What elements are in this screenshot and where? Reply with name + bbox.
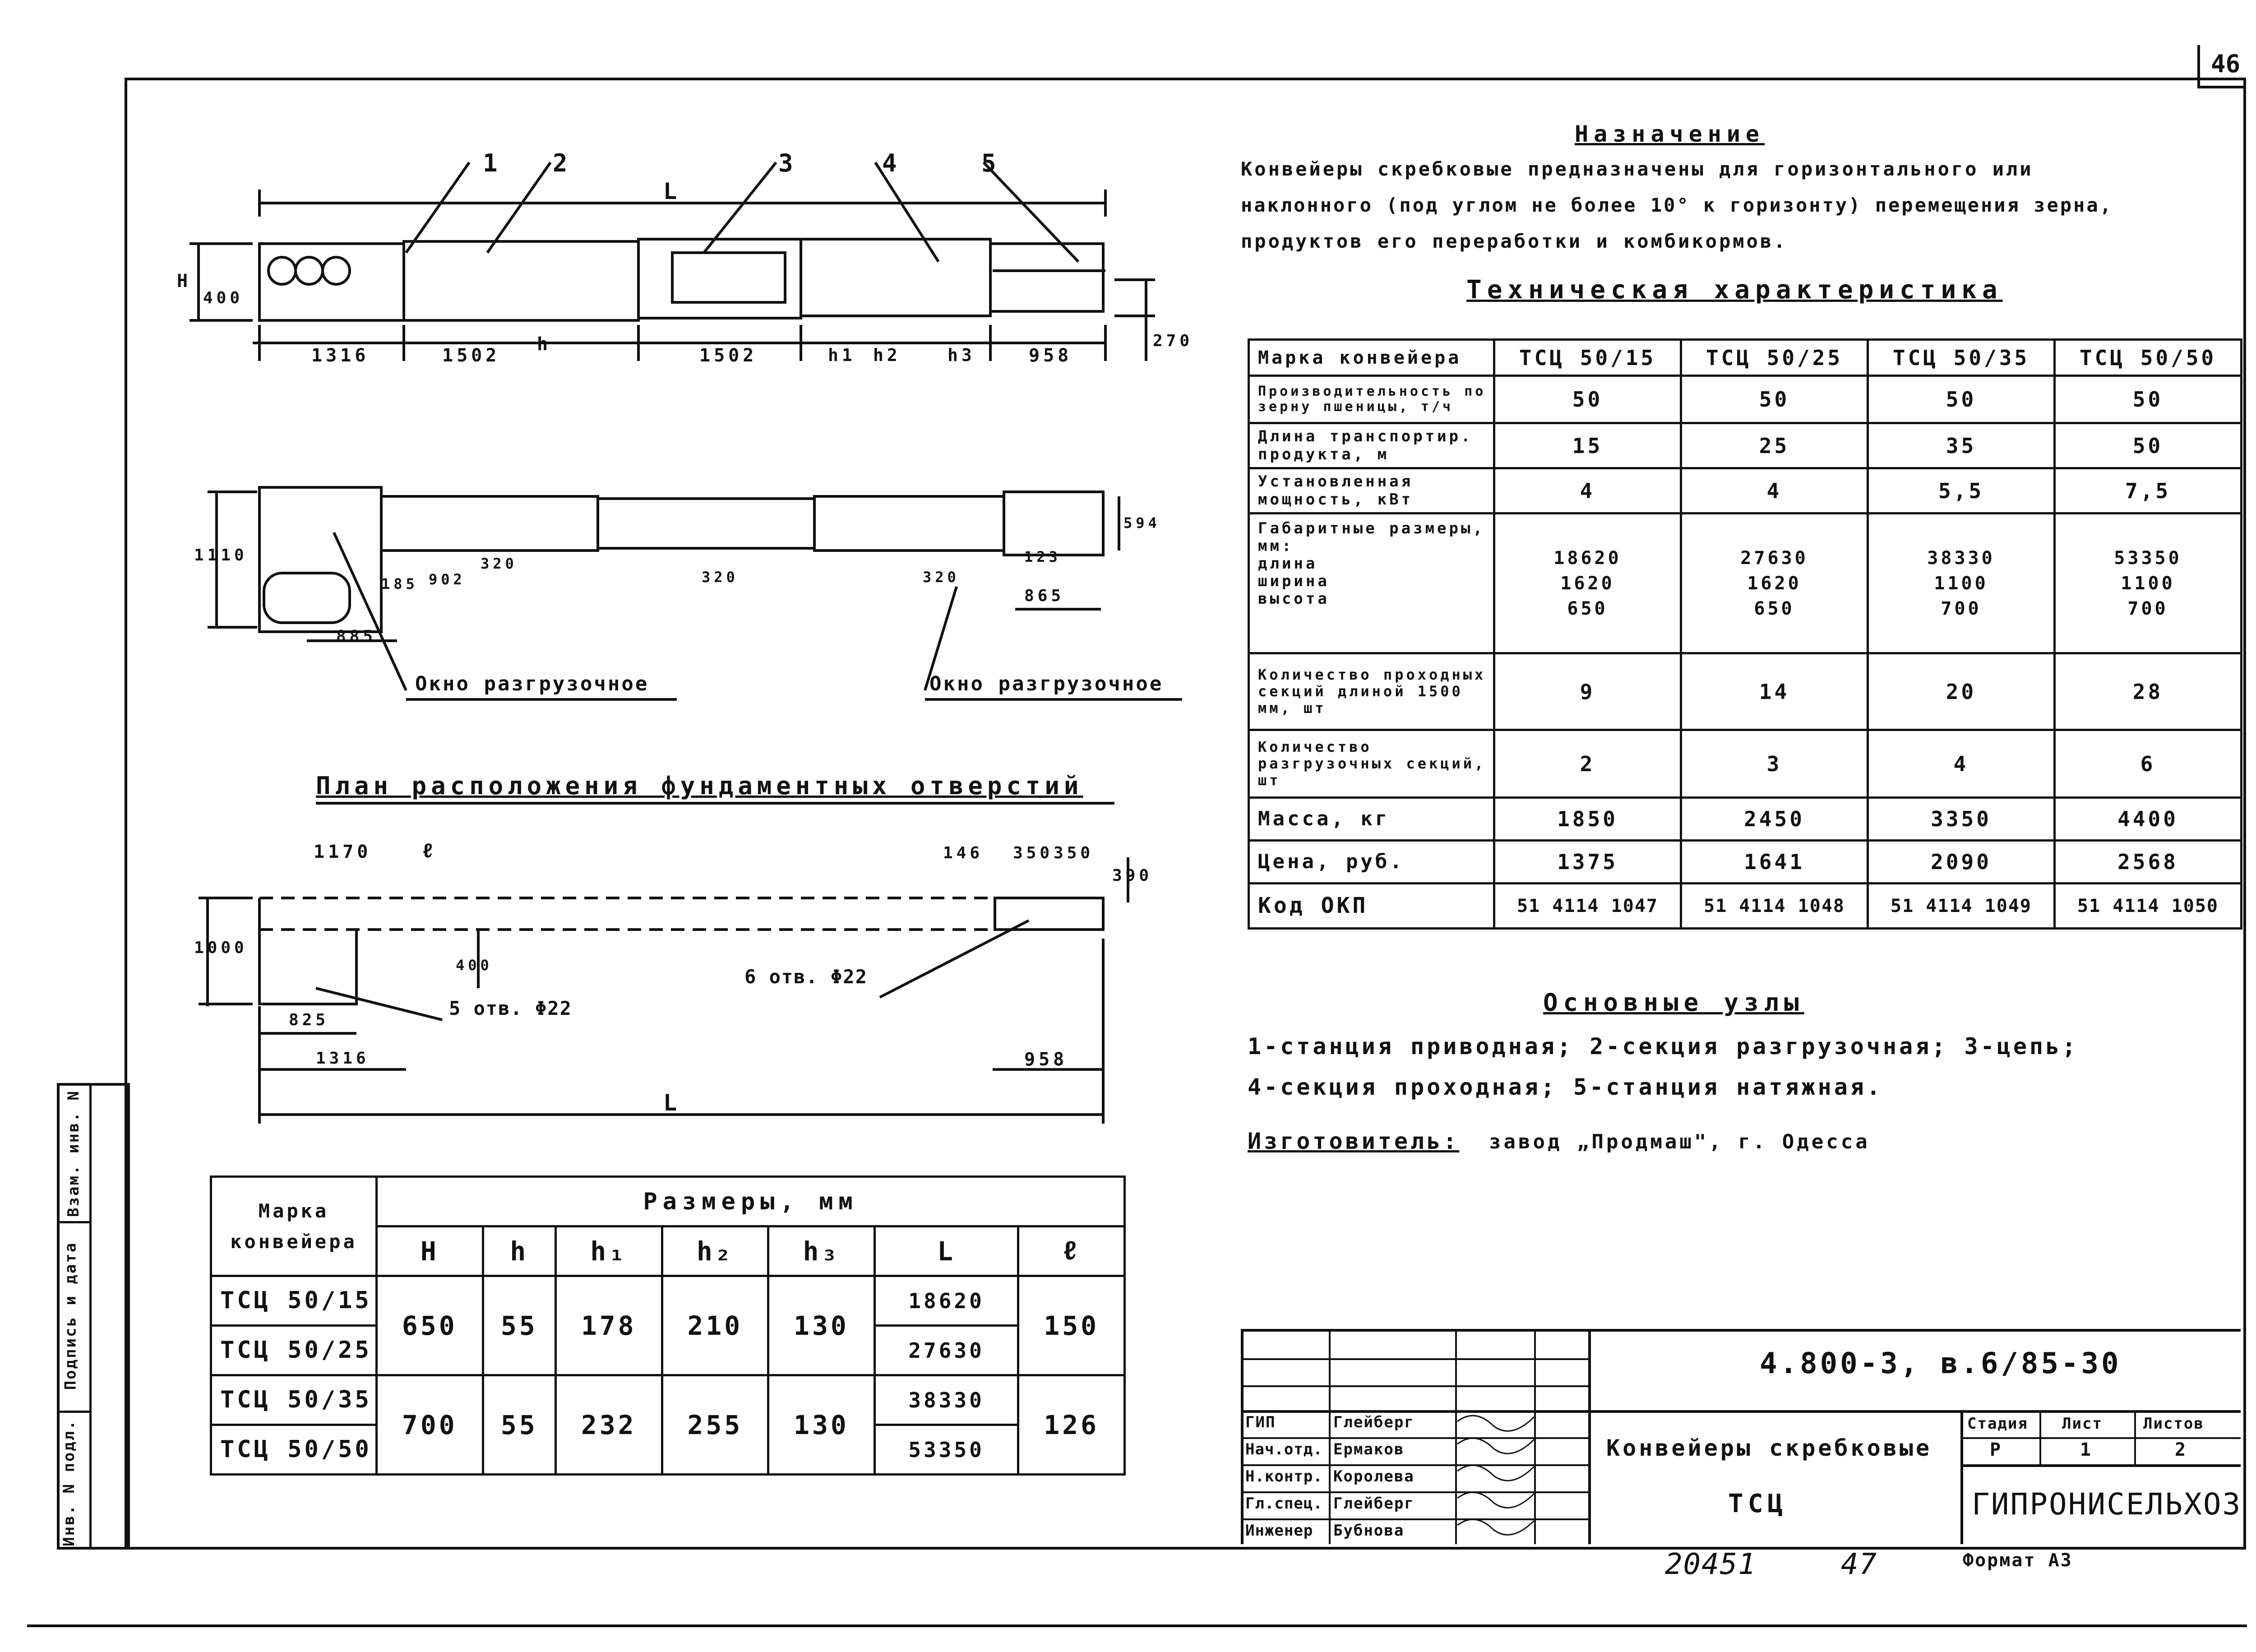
doc-code: 4.800-3, в.6/85-30 xyxy=(1760,1347,2122,1380)
spec-cell: 53350 1100 700 xyxy=(2055,514,2242,653)
dims-cell: 650 xyxy=(377,1276,483,1375)
spec-label: Установленная мощность, кВт xyxy=(1249,468,1494,514)
dims-cell: 18620 xyxy=(874,1276,1018,1326)
dims-cell: 55 xyxy=(483,1375,555,1475)
purpose-heading: Назначение xyxy=(1575,121,1765,147)
sheet-value: 1 xyxy=(2080,1439,2095,1460)
sheets-label: Листов xyxy=(2143,1415,2204,1433)
f-dim-l: ℓ xyxy=(422,839,438,862)
dim-320a: 320 xyxy=(481,555,518,572)
spec-cell: 7,5 xyxy=(2055,468,2242,514)
spec-label: Производительность по зерну пшеницы, т/ч xyxy=(1249,376,1494,423)
name-2: Ермаков xyxy=(1333,1440,1405,1458)
dims-sym-h: h xyxy=(483,1226,555,1276)
callout-4: 4 xyxy=(882,149,901,177)
spec-cell: 1850 xyxy=(1494,798,1681,841)
dims-cell: 55 xyxy=(483,1276,555,1375)
f-dim-350a: 350 xyxy=(1013,844,1054,862)
spec-row xyxy=(1249,423,2242,468)
dims-cell: 53350 xyxy=(874,1425,1018,1475)
callout-5: 5 xyxy=(981,149,1000,177)
manufacturer-label: Изготовитель: xyxy=(1248,1128,1460,1154)
name-3: Королева xyxy=(1333,1467,1415,1485)
table-row xyxy=(211,1276,1125,1326)
spec-label: Цена, руб. xyxy=(1249,841,1494,884)
spec-cell: 4 xyxy=(1494,468,1681,514)
bottom-number-left: 20451 xyxy=(1665,1548,1757,1581)
spec-cell: 6 xyxy=(2055,730,2242,798)
dim-123: 123 xyxy=(1024,548,1061,565)
spec-label: Длина транспортир. продукта, м xyxy=(1249,423,1494,468)
page-number: 46 xyxy=(2211,50,2241,78)
dim-865: 865 xyxy=(1024,587,1065,605)
stamp-vzam: Взам. инв. N xyxy=(64,1090,83,1217)
spec-cell: 4 xyxy=(1681,468,1868,514)
spec-cell: 51 4114 1050 xyxy=(2055,884,2242,929)
stamp-inv-podl: Инв. N подл. xyxy=(60,1419,78,1546)
dim-320b: 320 xyxy=(702,569,739,586)
spec-cell: 51 4114 1049 xyxy=(1868,884,2055,929)
name-5: Бубнова xyxy=(1333,1522,1405,1540)
dim-1502a: 1502 xyxy=(442,345,500,366)
dims-head-group: Размеры, мм xyxy=(377,1177,1125,1226)
spec-cell: 50 xyxy=(1868,376,2055,423)
spec-cell: 50 xyxy=(1681,376,1868,423)
dims-cell: 38330 xyxy=(874,1375,1018,1425)
spec-row xyxy=(1249,468,2242,514)
dim-320c: 320 xyxy=(923,569,960,586)
spec-dims-width: ширина xyxy=(1258,572,1330,591)
role-1: ГИП xyxy=(1245,1413,1276,1431)
dims-head-model: Марка конвейера xyxy=(211,1177,377,1276)
spec-cell: 4400 xyxy=(2055,798,2242,841)
spec-row xyxy=(1249,653,2242,730)
main-units-line-1: 1-станция приводная; 2-секция разгрузочная; 3-цепь; xyxy=(1248,1033,2079,1060)
f-dim-L: L xyxy=(663,1090,681,1116)
dim-h3: h3 xyxy=(948,345,975,365)
f-dim-1316: 1316 xyxy=(316,1049,370,1068)
holes-right-label: 6 отв. Φ22 xyxy=(744,966,868,988)
spec-cell: 14 xyxy=(1681,653,1868,730)
dim-400: 400 xyxy=(203,289,244,307)
dim-h: h xyxy=(537,334,552,355)
spec-label: Код ОКП xyxy=(1249,884,1494,929)
spec-cell: 9 xyxy=(1494,653,1681,730)
stamp-podpis: Подпись и дата xyxy=(61,1241,80,1390)
tech-spec-heading: Техническая характеристика xyxy=(1466,275,2003,305)
f-dim-146: 146 xyxy=(943,844,984,862)
spec-label-dims xyxy=(1249,514,1494,653)
dims-model: ТСЦ 50/25 xyxy=(211,1326,377,1375)
purpose-line-1: Конвейеры скребковые предназначены для горизонтального или xyxy=(1241,158,2034,180)
spec-cell: 28 xyxy=(2055,653,2242,730)
spec-label: Масса, кг xyxy=(1249,798,1494,841)
dims-sym-h3: h₃ xyxy=(768,1226,875,1276)
spec-row xyxy=(1249,884,2242,929)
dim-185: 185 xyxy=(381,575,418,592)
stage-value: Р xyxy=(1990,1439,2005,1460)
spec-dims-length: длина xyxy=(1258,555,1318,573)
spec-row xyxy=(1249,798,2242,841)
role-4: Гл.спец. xyxy=(1245,1495,1323,1513)
dim-h2: h2 xyxy=(873,345,901,365)
dim-h1: h1 xyxy=(828,345,856,365)
spec-cell: 20 xyxy=(1868,653,2055,730)
spec-cell: 51 4114 1047 xyxy=(1494,884,1681,929)
spec-cell: 3350 xyxy=(1868,798,2055,841)
spec-cell: 3 xyxy=(1681,730,1868,798)
spec-cell: 1375 xyxy=(1494,841,1681,884)
spec-cell: 27630 1620 650 xyxy=(1681,514,1868,653)
spec-row xyxy=(1249,514,2242,653)
foundation-heading: План расположения фундаментных отверстий xyxy=(316,772,1083,800)
f-dim-390: 390 xyxy=(1112,866,1153,885)
spec-cell: 15 xyxy=(1494,423,1681,468)
name-4: Глейберг xyxy=(1333,1495,1415,1513)
dims-cell: 27630 xyxy=(874,1326,1018,1375)
purpose-line-3: продуктов его переработки и комбикормов. xyxy=(1241,230,1788,252)
spec-cell: 25 xyxy=(1681,423,1868,468)
main-units-heading: Основные узлы xyxy=(1543,988,1804,1017)
spec-cell: 35 xyxy=(1868,423,2055,468)
dim-270: 270 xyxy=(1153,332,1193,350)
role-5: Инженер xyxy=(1245,1522,1313,1540)
dim-958: 958 xyxy=(1029,345,1073,366)
spec-cell: 50 xyxy=(2055,423,2242,468)
dim-885: 885 xyxy=(336,627,377,646)
dim-902: 902 xyxy=(429,571,466,588)
stage-label: Стадия xyxy=(1967,1415,2028,1433)
purpose-line-2: наклонного (под углом не более 10° к горизонту) перемещения зерна, xyxy=(1241,194,2113,216)
spec-cell: 18620 1620 650 xyxy=(1494,514,1681,653)
spec-dims-head: Габаритные размеры, мм: xyxy=(1258,519,1485,555)
f-dim-400: 400 xyxy=(456,957,493,974)
dims-cell: 126 xyxy=(1018,1375,1125,1475)
spec-head-2: ТСЦ 50/25 xyxy=(1681,340,1868,376)
signatures xyxy=(1457,1416,1534,1535)
dims-model: ТСЦ 50/50 xyxy=(211,1425,377,1475)
spec-dims-height: высота xyxy=(1258,590,1330,608)
dims-cell: 255 xyxy=(662,1375,768,1475)
doc-title: Конвейеры скребковые xyxy=(1606,1435,1932,1461)
format-label: Формат А3 xyxy=(1963,1550,2073,1571)
sheet-label: Лист xyxy=(2062,1415,2103,1433)
spec-cell: 2 xyxy=(1494,730,1681,798)
spec-head-1: ТСЦ 50/15 xyxy=(1494,340,1681,376)
main-units-line-2: 4-секция проходная; 5-станция натяжная. xyxy=(1248,1074,1883,1100)
callout-2: 2 xyxy=(553,149,571,177)
dims-sym-h2: h₂ xyxy=(662,1226,768,1276)
callout-3: 3 xyxy=(778,149,797,177)
bottom-number-right: 47 xyxy=(1841,1548,1878,1581)
spec-head-4: ТСЦ 50/50 xyxy=(2055,340,2242,376)
spec-row xyxy=(1249,841,2242,884)
dims-model: ТСЦ 50/35 xyxy=(211,1375,377,1425)
doc-subtitle: ТСЦ xyxy=(1728,1489,1788,1518)
spec-head-3: ТСЦ 50/35 xyxy=(1868,340,2055,376)
dims-cell: 130 xyxy=(768,1375,875,1475)
spec-row xyxy=(1249,730,2242,798)
spec-cell: 2568 xyxy=(2055,841,2242,884)
dims-cell: 130 xyxy=(768,1276,875,1375)
spec-cell: 5,5 xyxy=(1868,468,2055,514)
spec-cell: 4 xyxy=(1868,730,2055,798)
dims-sym-L: L xyxy=(874,1226,1018,1276)
sheets-value: 2 xyxy=(2175,1439,2190,1460)
f-dim-350b: 350 xyxy=(1054,844,1094,862)
dims-cell: 178 xyxy=(555,1276,662,1375)
window-left-label: Окно разгрузочное xyxy=(415,672,649,695)
table-row xyxy=(211,1375,1125,1425)
dimensions-table xyxy=(210,1175,1126,1476)
f-dim-825: 825 xyxy=(289,1011,329,1029)
spec-cell: 2450 xyxy=(1681,798,1868,841)
spec-cell: 2090 xyxy=(1868,841,2055,884)
dim-594: 594 xyxy=(1123,514,1160,532)
dims-cell: 150 xyxy=(1018,1276,1125,1375)
spec-cell: 50 xyxy=(2055,376,2242,423)
f-dim-1170: 1170 xyxy=(314,842,372,862)
f-dim-1000: 1000 xyxy=(194,939,248,957)
dims-cell: 232 xyxy=(555,1375,662,1475)
role-3: Н.контр. xyxy=(1245,1467,1323,1485)
org-name: ГИПРОНИСЕЛЬХОЗ xyxy=(1972,1487,2242,1522)
dim-1110: 1110 xyxy=(194,546,248,565)
spec-label: Количество проходных секций длиной 1500 мм, шт xyxy=(1249,653,1494,730)
dim-1502b: 1502 xyxy=(699,345,758,366)
f-dim-958: 958 xyxy=(1024,1049,1068,1070)
spec-cell: 1641 xyxy=(1681,841,1868,884)
dim-H: H xyxy=(177,271,192,292)
dim-1316: 1316 xyxy=(311,345,370,366)
role-2: Нач.отд. xyxy=(1245,1440,1323,1458)
dims-sym-h1: h₁ xyxy=(555,1226,662,1276)
spec-cell: 38330 1100 700 xyxy=(1868,514,2055,653)
dims-sym-H: H xyxy=(377,1226,483,1276)
tech-spec-table xyxy=(1248,338,2242,930)
spec-head-model: Марка конвейера xyxy=(1249,340,1494,376)
dim-L: L xyxy=(663,178,681,204)
spec-label: Количество разгрузочных секций, шт xyxy=(1249,730,1494,798)
holes-left-label: 5 отв. Φ22 xyxy=(449,997,572,1019)
dims-cell: 210 xyxy=(662,1276,768,1375)
spec-cell: 51 4114 1048 xyxy=(1681,884,1868,929)
callout-1: 1 xyxy=(483,149,501,177)
dims-cell: 700 xyxy=(377,1375,483,1475)
name-1: Глейберг xyxy=(1333,1413,1415,1431)
spec-cell: 50 xyxy=(1494,376,1681,423)
window-right-label: Окно разгрузочное xyxy=(929,672,1164,695)
dims-model: ТСЦ 50/15 xyxy=(211,1276,377,1326)
dims-sym-l: ℓ xyxy=(1018,1226,1125,1276)
manufacturer-value: завод „Продмаш", г. Одесса xyxy=(1489,1130,1870,1153)
spec-row xyxy=(1249,376,2242,423)
